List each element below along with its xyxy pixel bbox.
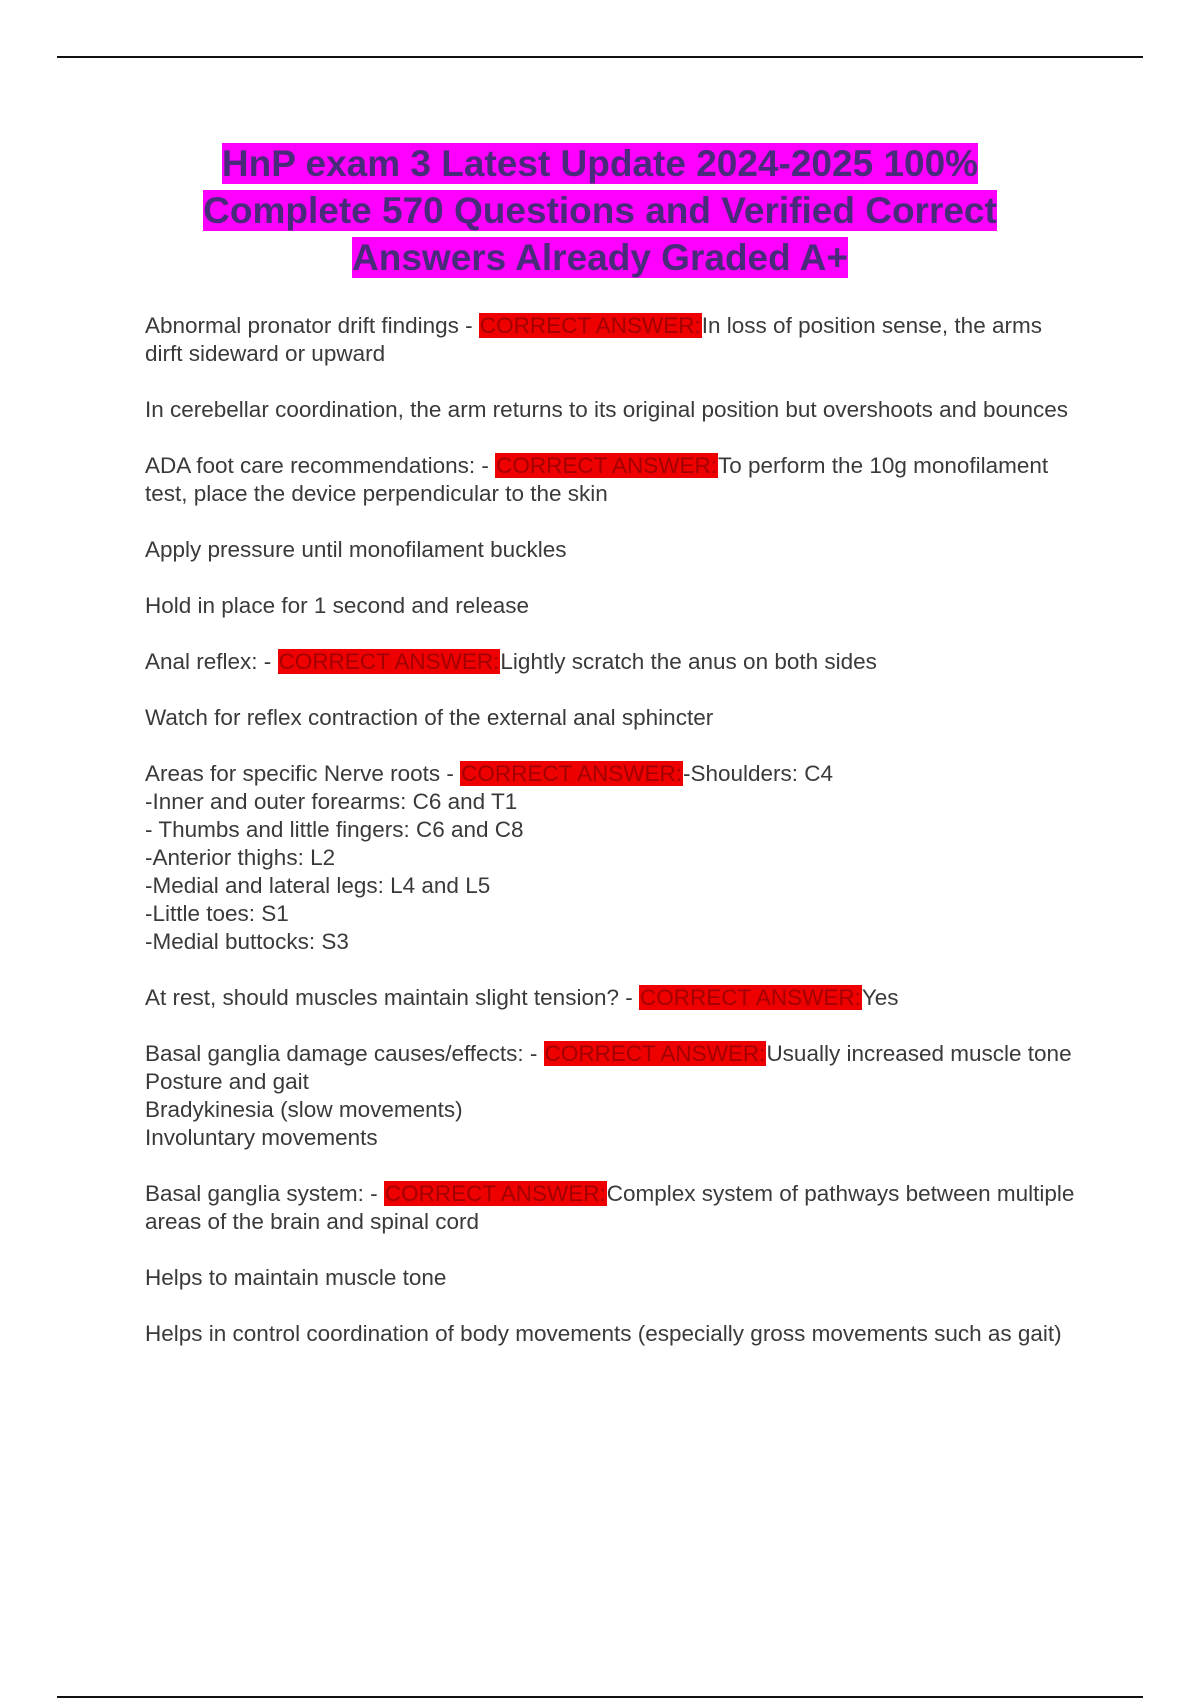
answer-paragraph: In cerebellar coordination, the arm returns to its original position but overshoots and bounces [145, 397, 1069, 422]
qa-first-line [145, 1040, 1085, 1068]
question-text: Basal ganglia damage causes/effects: - [145, 1041, 544, 1066]
qa-entry [145, 984, 1085, 1012]
correct-answer-tag: CORRECT ANSWER: [384, 1181, 606, 1206]
answer-paragraph: Helps to maintain muscle tone [145, 1265, 447, 1290]
question-text: ADA foot care recommendations: - [145, 453, 496, 478]
answer-line: Involuntary movements [145, 1125, 378, 1150]
answer-text: Yes [861, 985, 899, 1010]
answer-text: Complex system of pathways between multiple areas of the brain and spinal cord [145, 1181, 1075, 1234]
question-text: Anal reflex: - [145, 649, 278, 674]
qa-entry [145, 1040, 1085, 1152]
answer-text: Lightly scratch the anus on both sides [500, 649, 877, 674]
qa-first-line [145, 760, 1085, 788]
question-text: Abnormal pronator drift findings - [145, 313, 479, 338]
answer-line: Posture and gait [145, 1069, 309, 1094]
answer-line: -Inner and outer forearms: C6 and T1 [145, 789, 518, 814]
bottom-rule [57, 1696, 1143, 1698]
answer-text: Usually increased muscle tone [766, 1041, 1072, 1066]
answer-line: -Medial and lateral legs: L4 and L5 [145, 873, 491, 898]
question-text: Basal ganglia system: - [145, 1181, 384, 1206]
answer-paragraph: Hold in place for 1 second and release [145, 593, 529, 618]
correct-answer-tag: CORRECT ANSWER: [544, 1041, 766, 1066]
top-rule [57, 56, 1143, 58]
answer-line: -Little toes: S1 [145, 901, 289, 926]
title-line: Complete 570 Questions and Verified Correct [203, 190, 997, 231]
title-line: Answers Already Graded A+ [352, 237, 848, 278]
document-title [60, 140, 1140, 281]
correct-answer-tag: CORRECT ANSWER: [278, 649, 500, 674]
document-body [145, 312, 1085, 1376]
qa-entry [145, 312, 1085, 368]
qa-entry [145, 760, 1085, 956]
qa-entry [145, 452, 1085, 508]
correct-answer-tag: CORRECT ANSWER: [496, 453, 718, 478]
answer-text: To perform the 10g monofilament test, place the device perpendicular to the skin [145, 453, 1049, 506]
answer-line: Bradykinesia (slow movements) [145, 1097, 463, 1122]
answer-paragraph: Helps in control coordination of body movements (especially gross movements such as gait) [145, 1321, 1062, 1346]
title-line: HnP exam 3 Latest Update 2024-2025 100% [221, 143, 979, 184]
answer-text: In loss of position sense, the arms dirft sideward or upward [145, 313, 1042, 366]
question-text: At rest, should muscles maintain slight tension? - [145, 985, 639, 1010]
correct-answer-tag: CORRECT ANSWER: [461, 761, 682, 786]
qa-entry [145, 648, 1085, 676]
answer-text: -Shoulders: C4 [682, 761, 834, 786]
qa-entry [145, 1180, 1085, 1236]
answer-line: - Thumbs and little fingers: C6 and C8 [145, 817, 524, 842]
answer-paragraph: Watch for reflex contraction of the external anal sphincter [145, 705, 714, 730]
answer-paragraph: Apply pressure until monofilament buckles [145, 537, 567, 562]
correct-answer-tag: CORRECT ANSWER: [639, 985, 861, 1010]
answer-line: -Anterior thighs: L2 [145, 845, 336, 870]
answer-line: -Medial buttocks: S3 [145, 929, 349, 954]
correct-answer-tag: CORRECT ANSWER: [479, 313, 701, 338]
question-text: Areas for specific Nerve roots - [145, 761, 461, 786]
